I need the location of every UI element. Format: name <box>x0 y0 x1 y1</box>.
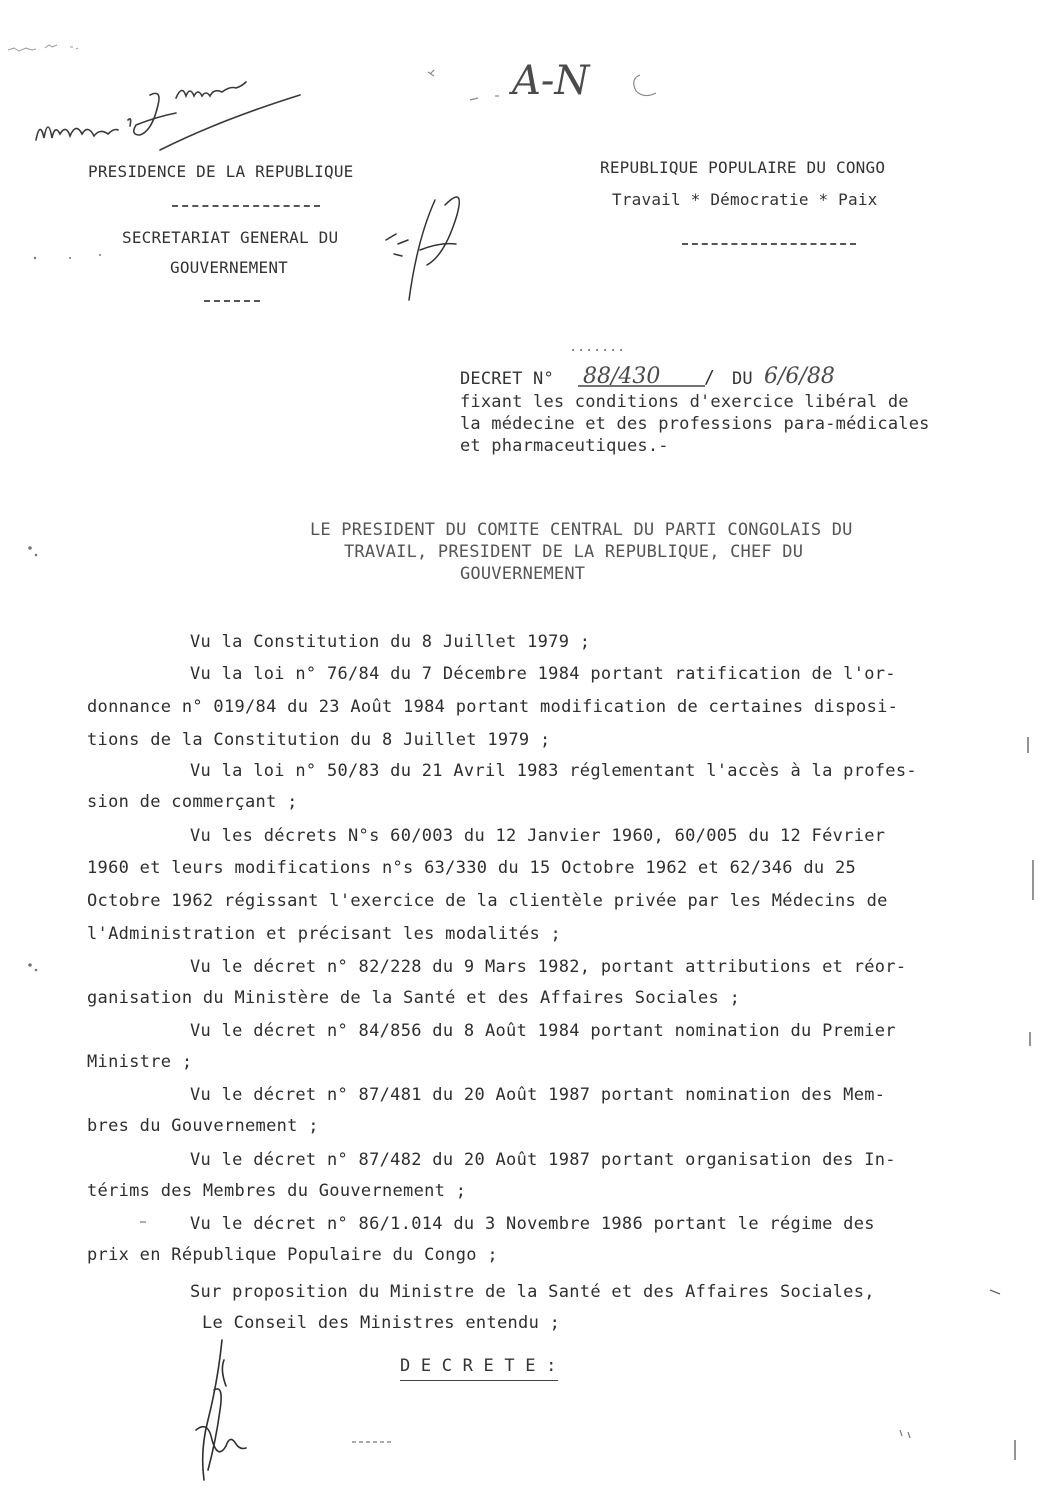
header-left-presidence: PRESIDENCE DE LA REPUBLIQUE <box>88 162 354 181</box>
body-line: Vu la loi n° 76/84 du 7 Décembre 1984 portant ratification de l'or- <box>190 664 896 684</box>
body-line: tions de la Constitution du 8 Juillet 1979 ; <box>87 730 551 750</box>
header-left-secretariat: SECRETARIAT GENERAL DU <box>122 228 339 247</box>
body-line: bres du Gouvernement ; <box>87 1116 319 1136</box>
body-line: Vu le décret n° 87/482 du 20 Août 1987 portant organisation des In- <box>190 1150 896 1170</box>
president-heading-line-2: TRAVAIL, PRESIDENT DE LA REPUBLIQUE, CHEF DU <box>344 542 804 562</box>
body-line: térims des Membres du Gouvernement ; <box>87 1181 467 1201</box>
body-line: prix en République Populaire du Congo ; <box>87 1245 498 1265</box>
decree-title-line-1: fixant les conditions d'exercice libéral de <box>460 392 909 412</box>
signature-bottom-left <box>196 1340 246 1480</box>
body-line: Vu la loi n° 50/83 du 21 Avril 1983 réglementant l'accès à la profes- <box>190 761 917 781</box>
body-line: Vu le décret n° 84/856 du 8 Août 1984 portant nomination du Premier <box>190 1021 896 1041</box>
header-right-motto: Travail * Démocratie * Paix <box>612 190 878 209</box>
decree-title-line-3: et pharmaceutiques.- <box>460 436 669 456</box>
header-left-divider-1 <box>172 205 320 207</box>
president-heading-line-3: GOUVERNEMENT <box>460 564 586 584</box>
body-line: l'Administration et précisant les modalités ; <box>87 924 562 944</box>
signature-top-left <box>36 82 300 150</box>
decree-prefix: DECRET N° <box>460 369 554 389</box>
decree-number: 88/430 <box>583 364 661 389</box>
header-left-gouvernement: GOUVERNEMENT <box>170 258 288 277</box>
body-line: Sur proposition du Ministre de la Santé et des Affaires Sociales, <box>190 1282 875 1302</box>
body-line: donnance n° 019/84 du 23 Août 1984 portant modification de certaines disposi- <box>87 697 899 717</box>
header-right-divider <box>682 243 856 245</box>
decrete-underline <box>400 1380 558 1381</box>
body-line: Vu le décret n° 87/481 du 20 Août 1987 portant nomination des Mem- <box>190 1085 886 1105</box>
decree-du-label: DU <box>732 369 753 389</box>
decree-title-line-2: la médecine et des professions para-médicales <box>460 414 930 434</box>
body-line: ganisation du Ministère de la Santé et des Affaires Sociales ; <box>87 988 741 1008</box>
body-line: Octobre 1962 régissant l'exercice de la clientèle privée par les Médecins de <box>87 891 888 911</box>
body-line: 1960 et leurs modifications n°s 63/330 du 15 Octobre 1962 et 62/346 du 25 <box>87 858 857 878</box>
president-heading-line-1: LE PRESIDENT DU COMITE CENTRAL DU PARTI CONGOLAIS DU <box>310 520 853 540</box>
header-right-republique: REPUBLIQUE POPULAIRE DU CONGO <box>600 158 886 177</box>
scan-marks-right-edge <box>990 737 1033 1460</box>
handwritten-top-note: A-N <box>512 58 590 104</box>
body-line: Vu le décret n° 82/228 du 9 Mars 1982, portant attributions et réor- <box>190 957 907 977</box>
body-line: Le Conseil des Ministres entendu ; <box>202 1313 561 1333</box>
decree-separator: / <box>704 367 716 388</box>
body-line: Vu les décrets N°s 60/003 du 12 Janvier 1960, 60/005 du 12 Février <box>190 826 886 846</box>
body-line: Ministre ; <box>87 1052 193 1072</box>
header-left-divider-2 <box>204 300 260 302</box>
body-line: Vu la Constitution du 8 Juillet 1979 ; <box>190 632 591 652</box>
decree-date: 6/6/88 <box>764 364 835 389</box>
scan-smudge-top-left <box>8 45 78 51</box>
decrete-heading: D E C R E T E : <box>400 1356 557 1376</box>
body-line: Vu le décret n° 86/1.014 du 3 Novembre 1986 portant le régime des <box>190 1214 875 1234</box>
signature-initial-header <box>386 197 459 300</box>
body-line: sion de commerçant ; <box>87 792 298 812</box>
